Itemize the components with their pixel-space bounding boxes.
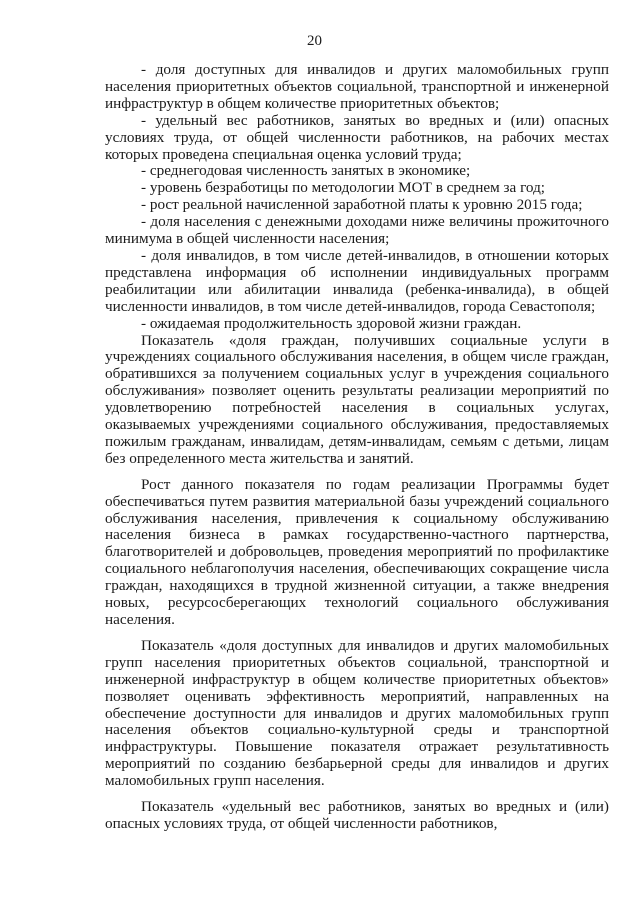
page-number: 20 <box>307 33 322 49</box>
paragraph-indicator-growth: Рост данного показателя по годам реализации Программы будет обеспечиваться путем развития материальной базы учреждений социального обслуживания населения, привлечения к социальному обслуживанию населения бизнеса в рамках государственно-частного партнерства, благотворителей и добровольцев, проведения мероприятий по профилактике социального неблагополучия населения, обеспечивающих сокращение числа граждан, находящихся в трудной жизненной ситуации, а также внедрения новых, ресурсосберегающих технологий социального обслуживания населения. <box>105 475 609 628</box>
paragraph-harmful-work-indicator: Показатель «удельный вес работников, занятых во вредных и (или) опасных условиях труда, от общей численности работников, <box>105 798 609 832</box>
list-item-accessible-objects: - доля доступных для инвалидов и других маломобильных групп населения приоритетных объектов социальной, транспортной и инженерной инфраструктур в общем количестве приоритетных объектов; <box>105 61 609 112</box>
list-item-unemployment: - уровень безработицы по методологии МОТ в среднем за год; <box>141 179 546 197</box>
list-item-poverty-share: - доля населения с денежными доходами ниже величины прожиточного минимума в общей численности населения; <box>105 213 609 248</box>
document-body <box>105 62 609 833</box>
list-item-harmful-conditions: - удельный вес работников, занятых во вредных и (или) опасных условиях труда, от общей численности работников, на рабочих местах которых проведена специальная оценка условий труда; <box>105 111 609 163</box>
list-item-wage-growth: - рост реальной начисленной заработной платы к уровню 2015 года; <box>141 196 583 214</box>
list-item-healthy-life-expectancy: - ожидаемая продолжительность здоровой жизни граждан. <box>141 314 522 332</box>
paragraph-social-services-indicator: Показатель «доля граждан, получивших социальные услуги в учреждениях социального обслуживания населения, в общем числе граждан, обратившихся за получением социальных услуг в учреждения социального обслуживания» позволяет оценить результаты реализации мероприятий по удовлетворению потребностей населения в социальных услугах, оказываемых учреждениями социального обслуживания, предоставляемых пожилым гражданам, инвалидам, детям-инвалидам, семьям с детьми, лицам без определенного места жительства и занятий. <box>105 331 609 467</box>
list-item-employment: - среднегодовая численность занятых в экономике; <box>141 162 471 180</box>
paragraph-accessibility-indicator: Показатель «доля доступных для инвалидов и других маломобильных групп населения приоритетных объектов социальной, транспортной и инженерной инфраструктур в общем количестве приоритетных объектов» позволяет оценивать эффективность мероприятий, направленных на обеспечение доступности для инвалидов и других маломобильных групп населения объектов социально-культурной среды и транспортной инфраструктуры. Повышение показателя отражает результативность мероприятий по созданию безбарьерной среды для инвалидов и других маломобильных групп населения. <box>105 636 609 790</box>
list-item-disabled-rehabilitation: - доля инвалидов, в том числе детей-инвалидов, в отношении которых представлена информация об исполнении индивидуальных программ реабилитации или абилитации инвалида (ребенка-инвалида), в общей численности инвалидов, в том числе детей-инвалидов, города Севастополя; <box>105 246 609 315</box>
